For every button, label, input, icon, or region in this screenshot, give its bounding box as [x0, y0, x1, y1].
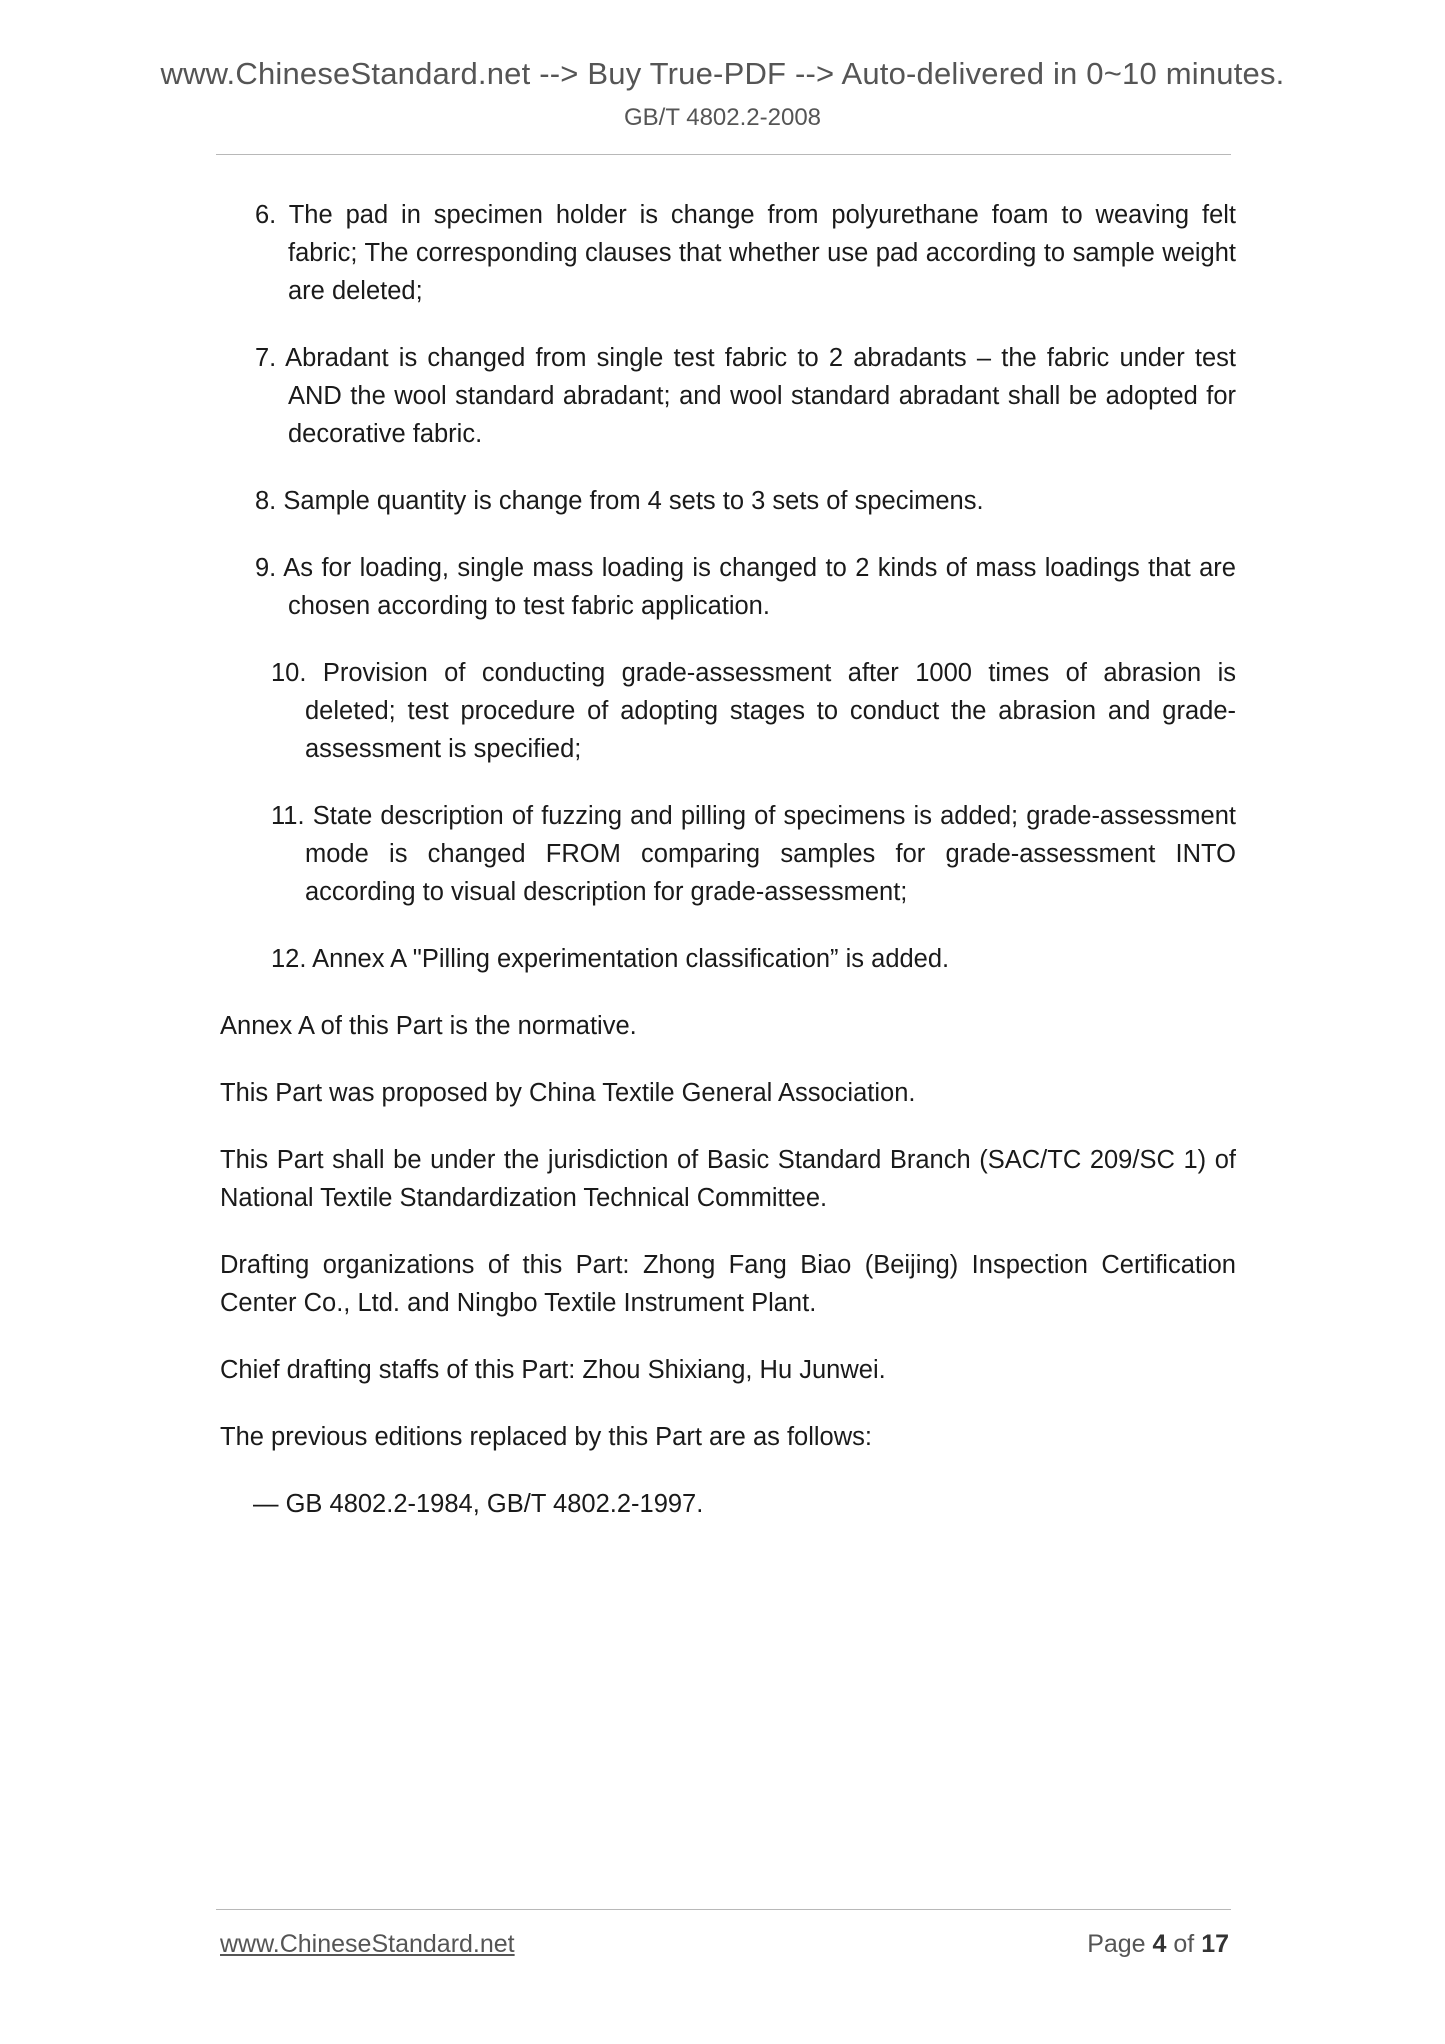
change-item-6 [220, 196, 1236, 310]
change-number: 8. [255, 487, 277, 515]
change-text: Annex A "Pilling experimentation classification” is added. [312, 945, 950, 973]
change-number: 11. [271, 802, 305, 830]
page-indicator [1087, 1930, 1229, 1959]
standard-code: GB/T 4802.2-2008 [623, 104, 822, 131]
change-item-11 [220, 797, 1236, 911]
chief-drafting-staff-statement: Chief drafting staffs of this Part: Zhou Shixiang, Hu Junwei. [220, 1356, 886, 1384]
page-current-number: 4 [1152, 1930, 1167, 1958]
change-number: 6. [255, 201, 277, 229]
change-text: Provision of conducting grade-assessment after 1000 times of abrasion is deleted; test procedure of adopting stages to conduct the abrasion and grade-assessment is specified; [305, 659, 1236, 763]
change-number: 12. [271, 945, 307, 973]
proposed-by-statement: This Part was proposed by China Textile General Association. [220, 1079, 916, 1107]
change-text: Abradant is changed from single test fabric to 2 abradants – the fabric under test AND the wool standard abradant; and wool standard abradant shall be adopted for decorative fabric. [285, 344, 1236, 448]
footer-site-link[interactable]: www.ChineseStandard.net [220, 1930, 515, 1958]
change-item-7 [220, 339, 1236, 453]
page-separator: of [1166, 1930, 1202, 1958]
change-item-9 [220, 549, 1236, 625]
page-prefix: Page [1087, 1930, 1153, 1958]
header-divider [216, 154, 1231, 155]
document-body [220, 196, 1236, 1552]
previous-editions-list: — GB 4802.2-1984, GB/T 4802.2-1997. [253, 1490, 704, 1518]
footer-divider [216, 1909, 1231, 1910]
change-number: 10. [271, 659, 307, 687]
change-text: Sample quantity is change from 4 sets to 3 sets of specimens. [283, 487, 984, 515]
previous-editions-intro: The previous editions replaced by this Part are as follows: [220, 1423, 872, 1451]
change-text: As for loading, single mass loading is changed to 2 kinds of mass loadings that are chosen according to test fabric application. [283, 554, 1236, 620]
site-banner: www.ChineseStandard.net --> Buy True-PDF --> Auto-delivered in 0~10 minutes. [160, 56, 1285, 91]
change-item-8 [220, 482, 1236, 520]
change-item-10 [220, 654, 1236, 768]
annex-normative-statement: Annex A of this Part is the normative. [220, 1012, 637, 1040]
change-text: State description of fuzzing and pilling of specimens is added; grade-assessment mode is changed FROM comparing samples for grade-assessment INTO according to visual description for grade-assessment; [305, 802, 1236, 906]
jurisdiction-statement: This Part shall be under the jurisdiction of Basic Standard Branch (SAC/TC 209/SC 1) of National Textile Standardization Technical Committee. [220, 1146, 1236, 1212]
drafting-organizations-statement: Drafting organizations of this Part: Zhong Fang Biao (Beijing) Inspection Certification Center Co., Ltd. and Ningbo Textile Instrument Plant. [220, 1251, 1236, 1317]
change-number: 9. [255, 554, 277, 582]
change-item-12 [220, 940, 1236, 978]
change-number: 7. [255, 344, 277, 372]
page-total-number: 17 [1201, 1930, 1229, 1958]
change-text: The pad in specimen holder is change from polyurethane foam to weaving felt fabric; The corresponding clauses that whether use pad according to sample weight are deleted; [288, 201, 1237, 305]
